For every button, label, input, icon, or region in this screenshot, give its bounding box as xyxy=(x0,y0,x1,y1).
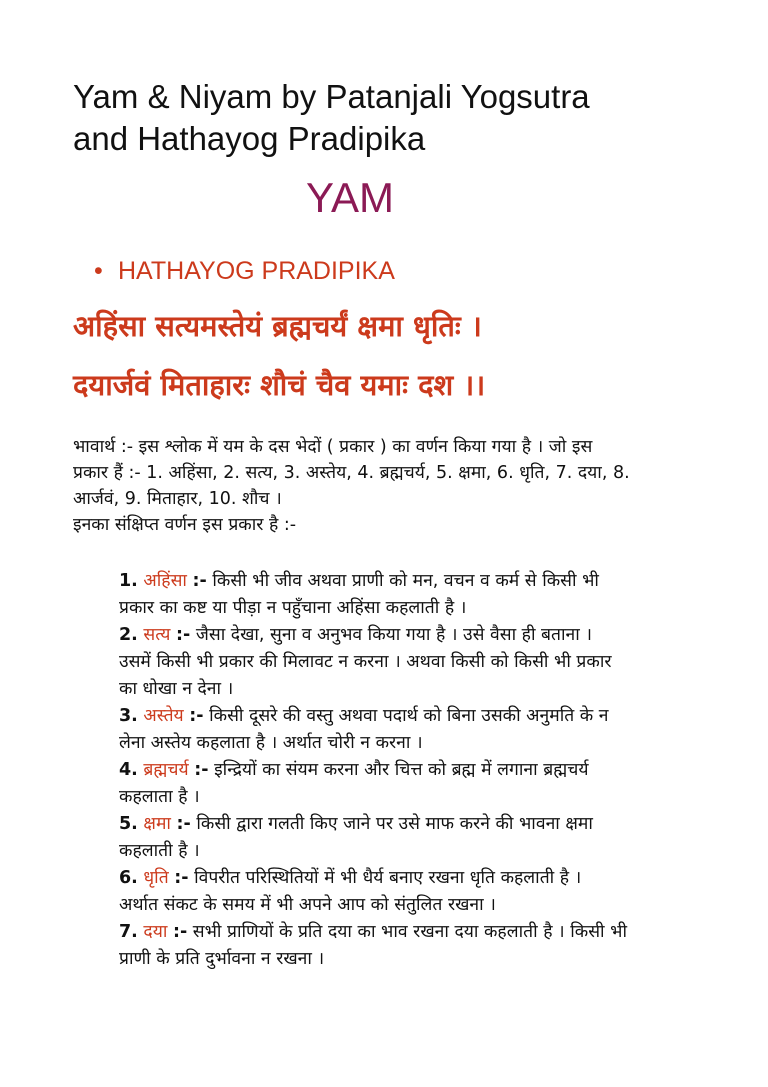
definition-number: 2. xyxy=(119,625,138,645)
definition-text: किसी द्वारा गलती किए जाने पर उसे माफ करने की भावना क्षमा xyxy=(190,814,593,834)
title-line-1: Yam & Niyam by Patanjali Yogsutra xyxy=(73,78,590,115)
meaning-line: आर्जवं, 9. मिताहार, 10. शौच । xyxy=(73,489,282,509)
definition-text: विपरीत परिस्थितियों में भी धैर्य बनाए रखना धृति कहलाती है । xyxy=(188,868,582,888)
definition-text: कहलाती है । xyxy=(119,841,200,861)
meaning-paragraph xyxy=(73,434,733,538)
document-title xyxy=(73,76,713,160)
definition-item xyxy=(119,622,719,703)
definition-item xyxy=(119,703,719,757)
bullet-hathayog-pradipika xyxy=(94,254,395,288)
definition-separator: :- xyxy=(176,625,191,645)
definition-separator: :- xyxy=(176,814,191,834)
definition-text: का धोखा न देना । xyxy=(119,679,234,699)
definition-item xyxy=(119,568,719,622)
definition-text: किसी दूसरे की वस्तु अथवा पदार्थ को बिना उसकी अनुमति के न xyxy=(203,706,609,726)
definition-term: अस्तेय xyxy=(143,706,184,726)
definition-term: ब्रह्मचर्य xyxy=(143,760,189,780)
definition-text: अर्थात संकट के समय में भी अपने आप को संतुलित रखना । xyxy=(119,895,496,915)
shloka-line-2: दयार्जवं मिताहारः शौचं चैव यमाः दश ।। xyxy=(73,368,486,402)
meaning-line: प्रकार हैं :- 1. अहिंसा, 2. सत्य, 3. अस्तेय, 4. ब्रह्मचर्य, 5. क्षमा, 6. धृति, 7. दया, 8. xyxy=(73,463,630,483)
definition-text: प्राणी के प्रति दुर्भावना न रखना । xyxy=(119,949,325,969)
definition-separator: :- xyxy=(174,868,189,888)
definition-term: दया xyxy=(143,922,168,942)
definition-text: इन्द्रियों का संयम करना और चित्त को ब्रह्म में लगाना ब्रह्मचर्य xyxy=(208,760,589,780)
shloka-line-1: अहिंसा सत्यमस्तेयं ब्रह्मचर्यं क्षमा धृतिः । xyxy=(73,309,482,343)
definition-term: सत्य xyxy=(143,625,171,645)
section-heading-yam: YAM xyxy=(306,174,394,221)
title-line-2: and Hathayog Pradipika xyxy=(73,120,426,157)
definition-separator: :- xyxy=(192,571,207,591)
definition-text: किसी भी जीव अथवा प्राणी को मन, वचन व कर्म से किसी भी xyxy=(206,571,599,591)
definition-item xyxy=(119,865,719,919)
definition-item xyxy=(119,757,719,811)
definition-number: 4. xyxy=(119,760,138,780)
definition-number: 6. xyxy=(119,868,138,888)
definition-text: सभी प्राणियों के प्रति दया का भाव रखना दया कहलाती है । किसी भी xyxy=(187,922,627,942)
definition-text: कहलाता है । xyxy=(119,787,200,807)
definition-separator: :- xyxy=(194,760,209,780)
definition-number: 3. xyxy=(119,706,138,726)
definition-number: 7. xyxy=(119,922,138,942)
definition-item xyxy=(119,811,719,865)
definition-text: प्रकार का कष्ट या पीड़ा न पहुँचाना अहिंसा कहलाती है । xyxy=(119,598,467,618)
definition-item xyxy=(119,919,719,973)
definition-separator: :- xyxy=(189,706,204,726)
definition-text: जैसा देखा, सुना व अनुभव किया गया है । उसे वैसा ही बताना । xyxy=(190,625,592,645)
definition-text: लेना अस्तेय कहलाता है । अर्थात चोरी न करना । xyxy=(119,733,423,753)
bullet-dot: • xyxy=(94,257,103,285)
definition-separator: :- xyxy=(172,922,188,942)
meaning-line: इनका संक्षिप्त वर्णन इस प्रकार है :- xyxy=(73,515,297,535)
definition-term: क्षमा xyxy=(143,814,171,834)
definition-term: अहिंसा xyxy=(143,571,187,591)
definition-text: उसमें किसी भी प्रकार की मिलावट न करना । अथवा किसी को किसी भी प्रकार xyxy=(119,652,612,672)
definition-number: 1. xyxy=(119,571,138,591)
definition-number: 5. xyxy=(119,814,138,834)
bullet-label: HATHAYOG PRADIPIKA xyxy=(118,257,395,285)
definition-term: धृति xyxy=(143,868,169,888)
definitions-list xyxy=(119,568,719,973)
meaning-line: भावार्थ :- इस श्लोक में यम के दस भेदों ( प्रकार ) का वर्णन किया गया है । जो इस xyxy=(73,437,593,457)
